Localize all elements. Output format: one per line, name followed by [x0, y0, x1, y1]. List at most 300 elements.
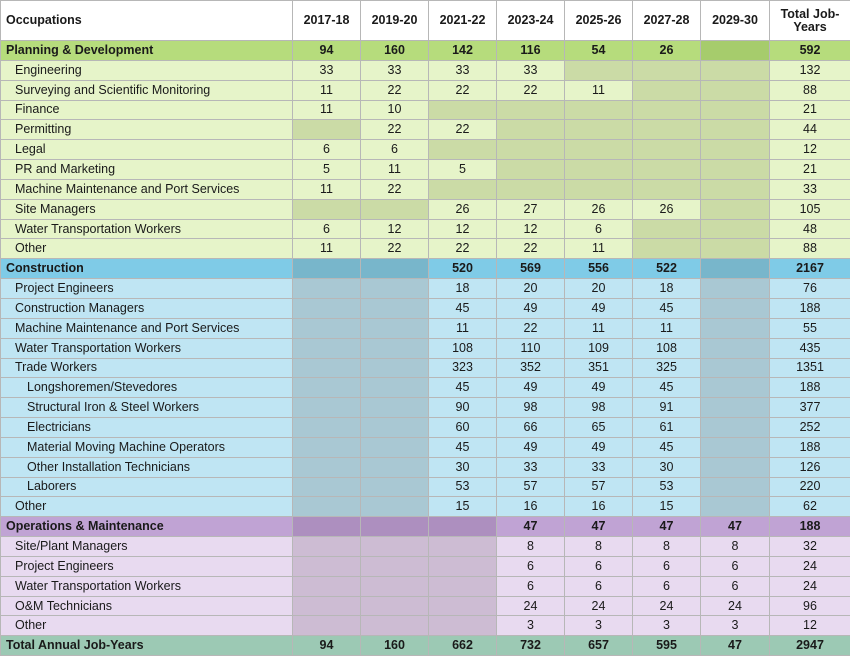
total-label: Total Annual Job-Years — [1, 636, 293, 656]
year-cell: 3 — [565, 616, 633, 636]
year-cell: 24 — [633, 596, 701, 616]
year-cell: 8 — [497, 537, 565, 557]
table-row — [1, 100, 850, 120]
year-cell — [429, 616, 497, 636]
year-cell — [429, 596, 497, 616]
occupation-label: Construction Managers — [1, 298, 293, 318]
occupation-label: O&M Technicians — [1, 596, 293, 616]
year-cell — [429, 100, 497, 120]
year-cell: 556 — [565, 259, 633, 279]
section-row — [1, 517, 850, 537]
total-cell: 377 — [770, 398, 850, 418]
year-cell: 108 — [429, 338, 497, 358]
year-cell — [361, 378, 429, 398]
year-cell: 520 — [429, 259, 497, 279]
year-cell — [565, 179, 633, 199]
total-cell: 2167 — [770, 259, 850, 279]
year-cell: 61 — [633, 418, 701, 438]
total-cell: 21 — [770, 100, 850, 120]
year-cell: 11 — [361, 160, 429, 180]
year-cell: 12 — [497, 219, 565, 239]
occupation-label: Operations & Maintenance — [1, 517, 293, 537]
year-cell — [361, 497, 429, 517]
year-cell: 49 — [497, 378, 565, 398]
table-row — [1, 239, 850, 259]
total-cell: 126 — [770, 457, 850, 477]
year-cell: 11 — [293, 80, 361, 100]
year-cell — [429, 537, 497, 557]
year-cell — [701, 318, 770, 338]
total-cell: 24 — [770, 576, 850, 596]
year-cell — [361, 537, 429, 557]
year-cell: 33 — [361, 60, 429, 80]
year-cell: 6 — [701, 556, 770, 576]
year-cell: 522 — [633, 259, 701, 279]
column-header: 2027-28 — [633, 1, 701, 41]
year-cell — [633, 160, 701, 180]
year-cell: 142 — [429, 41, 497, 61]
year-cell — [429, 517, 497, 537]
year-cell: 15 — [633, 497, 701, 517]
year-cell: 98 — [497, 398, 565, 418]
year-cell — [293, 477, 361, 497]
year-cell: 16 — [565, 497, 633, 517]
column-header: 2029-30 — [701, 1, 770, 41]
year-cell — [633, 140, 701, 160]
year-cell: 11 — [565, 318, 633, 338]
occupation-label: Finance — [1, 100, 293, 120]
total-cell: 76 — [770, 279, 850, 299]
year-cell — [429, 140, 497, 160]
year-cell: 6 — [293, 219, 361, 239]
occupation-label: PR and Marketing — [1, 160, 293, 180]
annual-total-cell: 732 — [497, 636, 565, 656]
year-cell: 18 — [633, 279, 701, 299]
table-row — [1, 219, 850, 239]
year-cell: 116 — [497, 41, 565, 61]
total-cell: 88 — [770, 80, 850, 100]
occupation-label: Material Moving Machine Operators — [1, 437, 293, 457]
year-cell: 33 — [497, 457, 565, 477]
total-cell: 62 — [770, 497, 850, 517]
year-cell: 8 — [633, 537, 701, 557]
year-cell: 3 — [701, 616, 770, 636]
year-cell — [701, 239, 770, 259]
year-cell: 30 — [633, 457, 701, 477]
year-cell — [361, 298, 429, 318]
year-cell: 11 — [633, 318, 701, 338]
year-cell: 30 — [429, 457, 497, 477]
year-cell — [565, 60, 633, 80]
occupation-label: Site Managers — [1, 199, 293, 219]
year-cell: 47 — [497, 517, 565, 537]
table-row — [1, 358, 850, 378]
year-cell — [497, 100, 565, 120]
occupation-label: Project Engineers — [1, 556, 293, 576]
year-cell — [293, 358, 361, 378]
year-cell — [361, 576, 429, 596]
year-cell — [361, 398, 429, 418]
year-cell: 45 — [429, 298, 497, 318]
year-cell: 45 — [633, 437, 701, 457]
year-cell: 3 — [633, 616, 701, 636]
year-cell: 90 — [429, 398, 497, 418]
year-cell: 22 — [361, 120, 429, 140]
year-cell: 110 — [497, 338, 565, 358]
year-cell: 22 — [361, 239, 429, 259]
year-cell: 33 — [565, 457, 633, 477]
year-cell: 109 — [565, 338, 633, 358]
year-cell: 66 — [497, 418, 565, 438]
year-cell — [701, 497, 770, 517]
table-row — [1, 279, 850, 299]
year-cell: 108 — [633, 338, 701, 358]
year-cell: 22 — [361, 179, 429, 199]
occupation-label: Longshoremen/Stevedores — [1, 378, 293, 398]
year-cell: 11 — [429, 318, 497, 338]
year-cell: 18 — [429, 279, 497, 299]
year-cell: 22 — [497, 318, 565, 338]
column-header: 2023-24 — [497, 1, 565, 41]
year-cell — [701, 100, 770, 120]
occupation-label: Surveying and Scientific Monitoring — [1, 80, 293, 100]
year-cell: 6 — [565, 556, 633, 576]
year-cell — [293, 497, 361, 517]
year-cell: 323 — [429, 358, 497, 378]
year-cell — [701, 358, 770, 378]
total-cell: 12 — [770, 140, 850, 160]
occupation-label: Laborers — [1, 477, 293, 497]
year-cell: 11 — [293, 179, 361, 199]
occupation-label: Water Transportation Workers — [1, 338, 293, 358]
year-cell — [361, 358, 429, 378]
table-row — [1, 298, 850, 318]
year-cell: 5 — [429, 160, 497, 180]
section-row — [1, 41, 850, 61]
year-cell — [361, 318, 429, 338]
year-cell — [633, 179, 701, 199]
column-header: Occupations — [1, 1, 293, 41]
occupation-label: Water Transportation Workers — [1, 219, 293, 239]
table-row — [1, 418, 850, 438]
year-cell: 20 — [497, 279, 565, 299]
table-row — [1, 80, 850, 100]
year-cell: 49 — [565, 298, 633, 318]
column-header: 2017-18 — [293, 1, 361, 41]
occupation-label: Machine Maintenance and Port Services — [1, 318, 293, 338]
occupation-label: Electricians — [1, 418, 293, 438]
table-row — [1, 140, 850, 160]
occupation-label: Water Transportation Workers — [1, 576, 293, 596]
section-row — [1, 259, 850, 279]
table-row — [1, 576, 850, 596]
total-cell: 188 — [770, 298, 850, 318]
table-row — [1, 457, 850, 477]
year-cell: 6 — [361, 140, 429, 160]
year-cell — [701, 80, 770, 100]
column-header: 2021-22 — [429, 1, 497, 41]
year-cell — [701, 219, 770, 239]
year-cell — [701, 398, 770, 418]
occupation-label: Permitting — [1, 120, 293, 140]
year-cell: 22 — [429, 120, 497, 140]
year-cell — [633, 100, 701, 120]
year-cell — [293, 457, 361, 477]
occupation-label: Other — [1, 497, 293, 517]
year-cell: 54 — [565, 41, 633, 61]
table-row — [1, 437, 850, 457]
year-cell: 26 — [429, 199, 497, 219]
occupation-label: Other — [1, 616, 293, 636]
year-cell: 45 — [633, 298, 701, 318]
annual-total-cell: 160 — [361, 636, 429, 656]
year-cell — [497, 140, 565, 160]
table-row — [1, 179, 850, 199]
year-cell: 49 — [497, 298, 565, 318]
year-cell: 11 — [565, 80, 633, 100]
year-cell — [701, 298, 770, 318]
year-cell: 98 — [565, 398, 633, 418]
year-cell: 91 — [633, 398, 701, 418]
year-cell: 60 — [429, 418, 497, 438]
year-cell: 24 — [701, 596, 770, 616]
year-cell — [293, 517, 361, 537]
year-cell: 49 — [565, 378, 633, 398]
year-cell — [293, 398, 361, 418]
year-cell: 45 — [633, 378, 701, 398]
year-cell — [701, 199, 770, 219]
year-cell: 6 — [565, 576, 633, 596]
year-cell — [701, 477, 770, 497]
year-cell — [633, 80, 701, 100]
year-cell — [361, 477, 429, 497]
table-row — [1, 537, 850, 557]
year-cell: 6 — [293, 140, 361, 160]
year-cell: 47 — [565, 517, 633, 537]
year-cell: 10 — [361, 100, 429, 120]
grand-total-cell: 2947 — [770, 636, 850, 656]
year-cell — [361, 616, 429, 636]
total-cell: 96 — [770, 596, 850, 616]
year-cell: 22 — [497, 239, 565, 259]
year-cell — [361, 596, 429, 616]
year-cell — [361, 338, 429, 358]
year-cell: 53 — [429, 477, 497, 497]
occupation-label: Project Engineers — [1, 279, 293, 299]
total-cell: 55 — [770, 318, 850, 338]
annual-total-cell: 662 — [429, 636, 497, 656]
total-cell: 48 — [770, 219, 850, 239]
year-cell — [293, 338, 361, 358]
total-cell: 32 — [770, 537, 850, 557]
year-cell — [701, 140, 770, 160]
year-cell — [633, 219, 701, 239]
year-cell: 94 — [293, 41, 361, 61]
year-cell — [293, 616, 361, 636]
year-cell: 57 — [565, 477, 633, 497]
occupation-label: Other Installation Technicians — [1, 457, 293, 477]
year-cell: 24 — [497, 596, 565, 616]
year-cell: 26 — [633, 199, 701, 219]
year-cell — [293, 279, 361, 299]
total-cell: 435 — [770, 338, 850, 358]
table-row — [1, 556, 850, 576]
year-cell: 8 — [701, 537, 770, 557]
year-cell — [565, 100, 633, 120]
year-cell: 20 — [565, 279, 633, 299]
occupation-label: Engineering — [1, 60, 293, 80]
year-cell: 33 — [293, 60, 361, 80]
total-cell: 33 — [770, 179, 850, 199]
occupation-label: Construction — [1, 259, 293, 279]
year-cell — [701, 120, 770, 140]
table-row — [1, 596, 850, 616]
year-cell — [293, 556, 361, 576]
year-cell — [361, 457, 429, 477]
year-cell — [701, 60, 770, 80]
table-row — [1, 497, 850, 517]
year-cell: 6 — [497, 556, 565, 576]
total-cell: 252 — [770, 418, 850, 438]
year-cell: 6 — [497, 576, 565, 596]
year-cell — [701, 41, 770, 61]
table-body — [1, 41, 850, 656]
year-cell: 45 — [429, 437, 497, 457]
header-row — [1, 1, 850, 41]
total-cell: 88 — [770, 239, 850, 259]
annual-total-cell: 94 — [293, 636, 361, 656]
year-cell: 47 — [633, 517, 701, 537]
table-row — [1, 160, 850, 180]
occupation-label: Machine Maintenance and Port Services — [1, 179, 293, 199]
total-cell: 132 — [770, 60, 850, 80]
year-cell: 6 — [633, 576, 701, 596]
year-cell — [293, 576, 361, 596]
year-cell — [429, 576, 497, 596]
year-cell — [633, 120, 701, 140]
year-cell — [293, 298, 361, 318]
table-row — [1, 338, 850, 358]
year-cell — [701, 378, 770, 398]
year-cell: 33 — [497, 60, 565, 80]
year-cell — [565, 120, 633, 140]
year-cell — [361, 517, 429, 537]
total-cell: 1351 — [770, 358, 850, 378]
year-cell: 22 — [361, 80, 429, 100]
year-cell: 569 — [497, 259, 565, 279]
year-cell: 5 — [293, 160, 361, 180]
year-cell: 12 — [429, 219, 497, 239]
year-cell: 160 — [361, 41, 429, 61]
year-cell: 65 — [565, 418, 633, 438]
year-cell — [633, 239, 701, 259]
year-cell: 57 — [497, 477, 565, 497]
year-cell — [293, 537, 361, 557]
occupation-label: Structural Iron & Steel Workers — [1, 398, 293, 418]
annual-total-cell: 47 — [701, 636, 770, 656]
total-cell: 12 — [770, 616, 850, 636]
table-row — [1, 199, 850, 219]
year-cell: 351 — [565, 358, 633, 378]
year-cell: 352 — [497, 358, 565, 378]
year-cell — [361, 279, 429, 299]
year-cell — [293, 199, 361, 219]
year-cell — [701, 338, 770, 358]
year-cell: 26 — [633, 41, 701, 61]
total-cell: 105 — [770, 199, 850, 219]
table-row — [1, 398, 850, 418]
total-cell: 24 — [770, 556, 850, 576]
year-cell — [293, 259, 361, 279]
year-cell — [293, 418, 361, 438]
year-cell: 47 — [701, 517, 770, 537]
year-cell: 12 — [361, 219, 429, 239]
year-cell: 24 — [565, 596, 633, 616]
year-cell — [361, 259, 429, 279]
year-cell — [565, 160, 633, 180]
total-cell: 220 — [770, 477, 850, 497]
year-cell: 6 — [565, 219, 633, 239]
year-cell: 8 — [565, 537, 633, 557]
total-cell: 21 — [770, 160, 850, 180]
year-cell: 11 — [565, 239, 633, 259]
year-cell — [293, 378, 361, 398]
year-cell — [293, 318, 361, 338]
year-cell — [293, 120, 361, 140]
year-cell: 22 — [429, 239, 497, 259]
year-cell — [361, 556, 429, 576]
year-cell — [497, 179, 565, 199]
year-cell: 15 — [429, 497, 497, 517]
year-cell — [701, 160, 770, 180]
annual-total-cell: 595 — [633, 636, 701, 656]
year-cell: 53 — [633, 477, 701, 497]
column-header: Total Job-Years — [770, 1, 850, 41]
total-cell: 188 — [770, 437, 850, 457]
year-cell: 3 — [497, 616, 565, 636]
annual-total-cell: 657 — [565, 636, 633, 656]
year-cell — [429, 556, 497, 576]
total-cell: 188 — [770, 517, 850, 537]
table-row — [1, 120, 850, 140]
occupation-label: Site/Plant Managers — [1, 537, 293, 557]
year-cell — [701, 279, 770, 299]
total-cell: 44 — [770, 120, 850, 140]
year-cell: 49 — [497, 437, 565, 457]
table-row — [1, 318, 850, 338]
occupation-label: Legal — [1, 140, 293, 160]
year-cell: 45 — [429, 378, 497, 398]
year-cell — [497, 160, 565, 180]
year-cell — [497, 120, 565, 140]
year-cell: 325 — [633, 358, 701, 378]
year-cell — [701, 418, 770, 438]
occupation-label: Other — [1, 239, 293, 259]
total-cell: 592 — [770, 41, 850, 61]
table-row — [1, 378, 850, 398]
year-cell — [293, 596, 361, 616]
year-cell — [293, 437, 361, 457]
year-cell: 6 — [701, 576, 770, 596]
table-row — [1, 616, 850, 636]
table-row — [1, 60, 850, 80]
year-cell: 6 — [633, 556, 701, 576]
year-cell: 11 — [293, 239, 361, 259]
year-cell: 33 — [429, 60, 497, 80]
year-cell: 22 — [429, 80, 497, 100]
year-cell: 26 — [565, 199, 633, 219]
year-cell: 11 — [293, 100, 361, 120]
